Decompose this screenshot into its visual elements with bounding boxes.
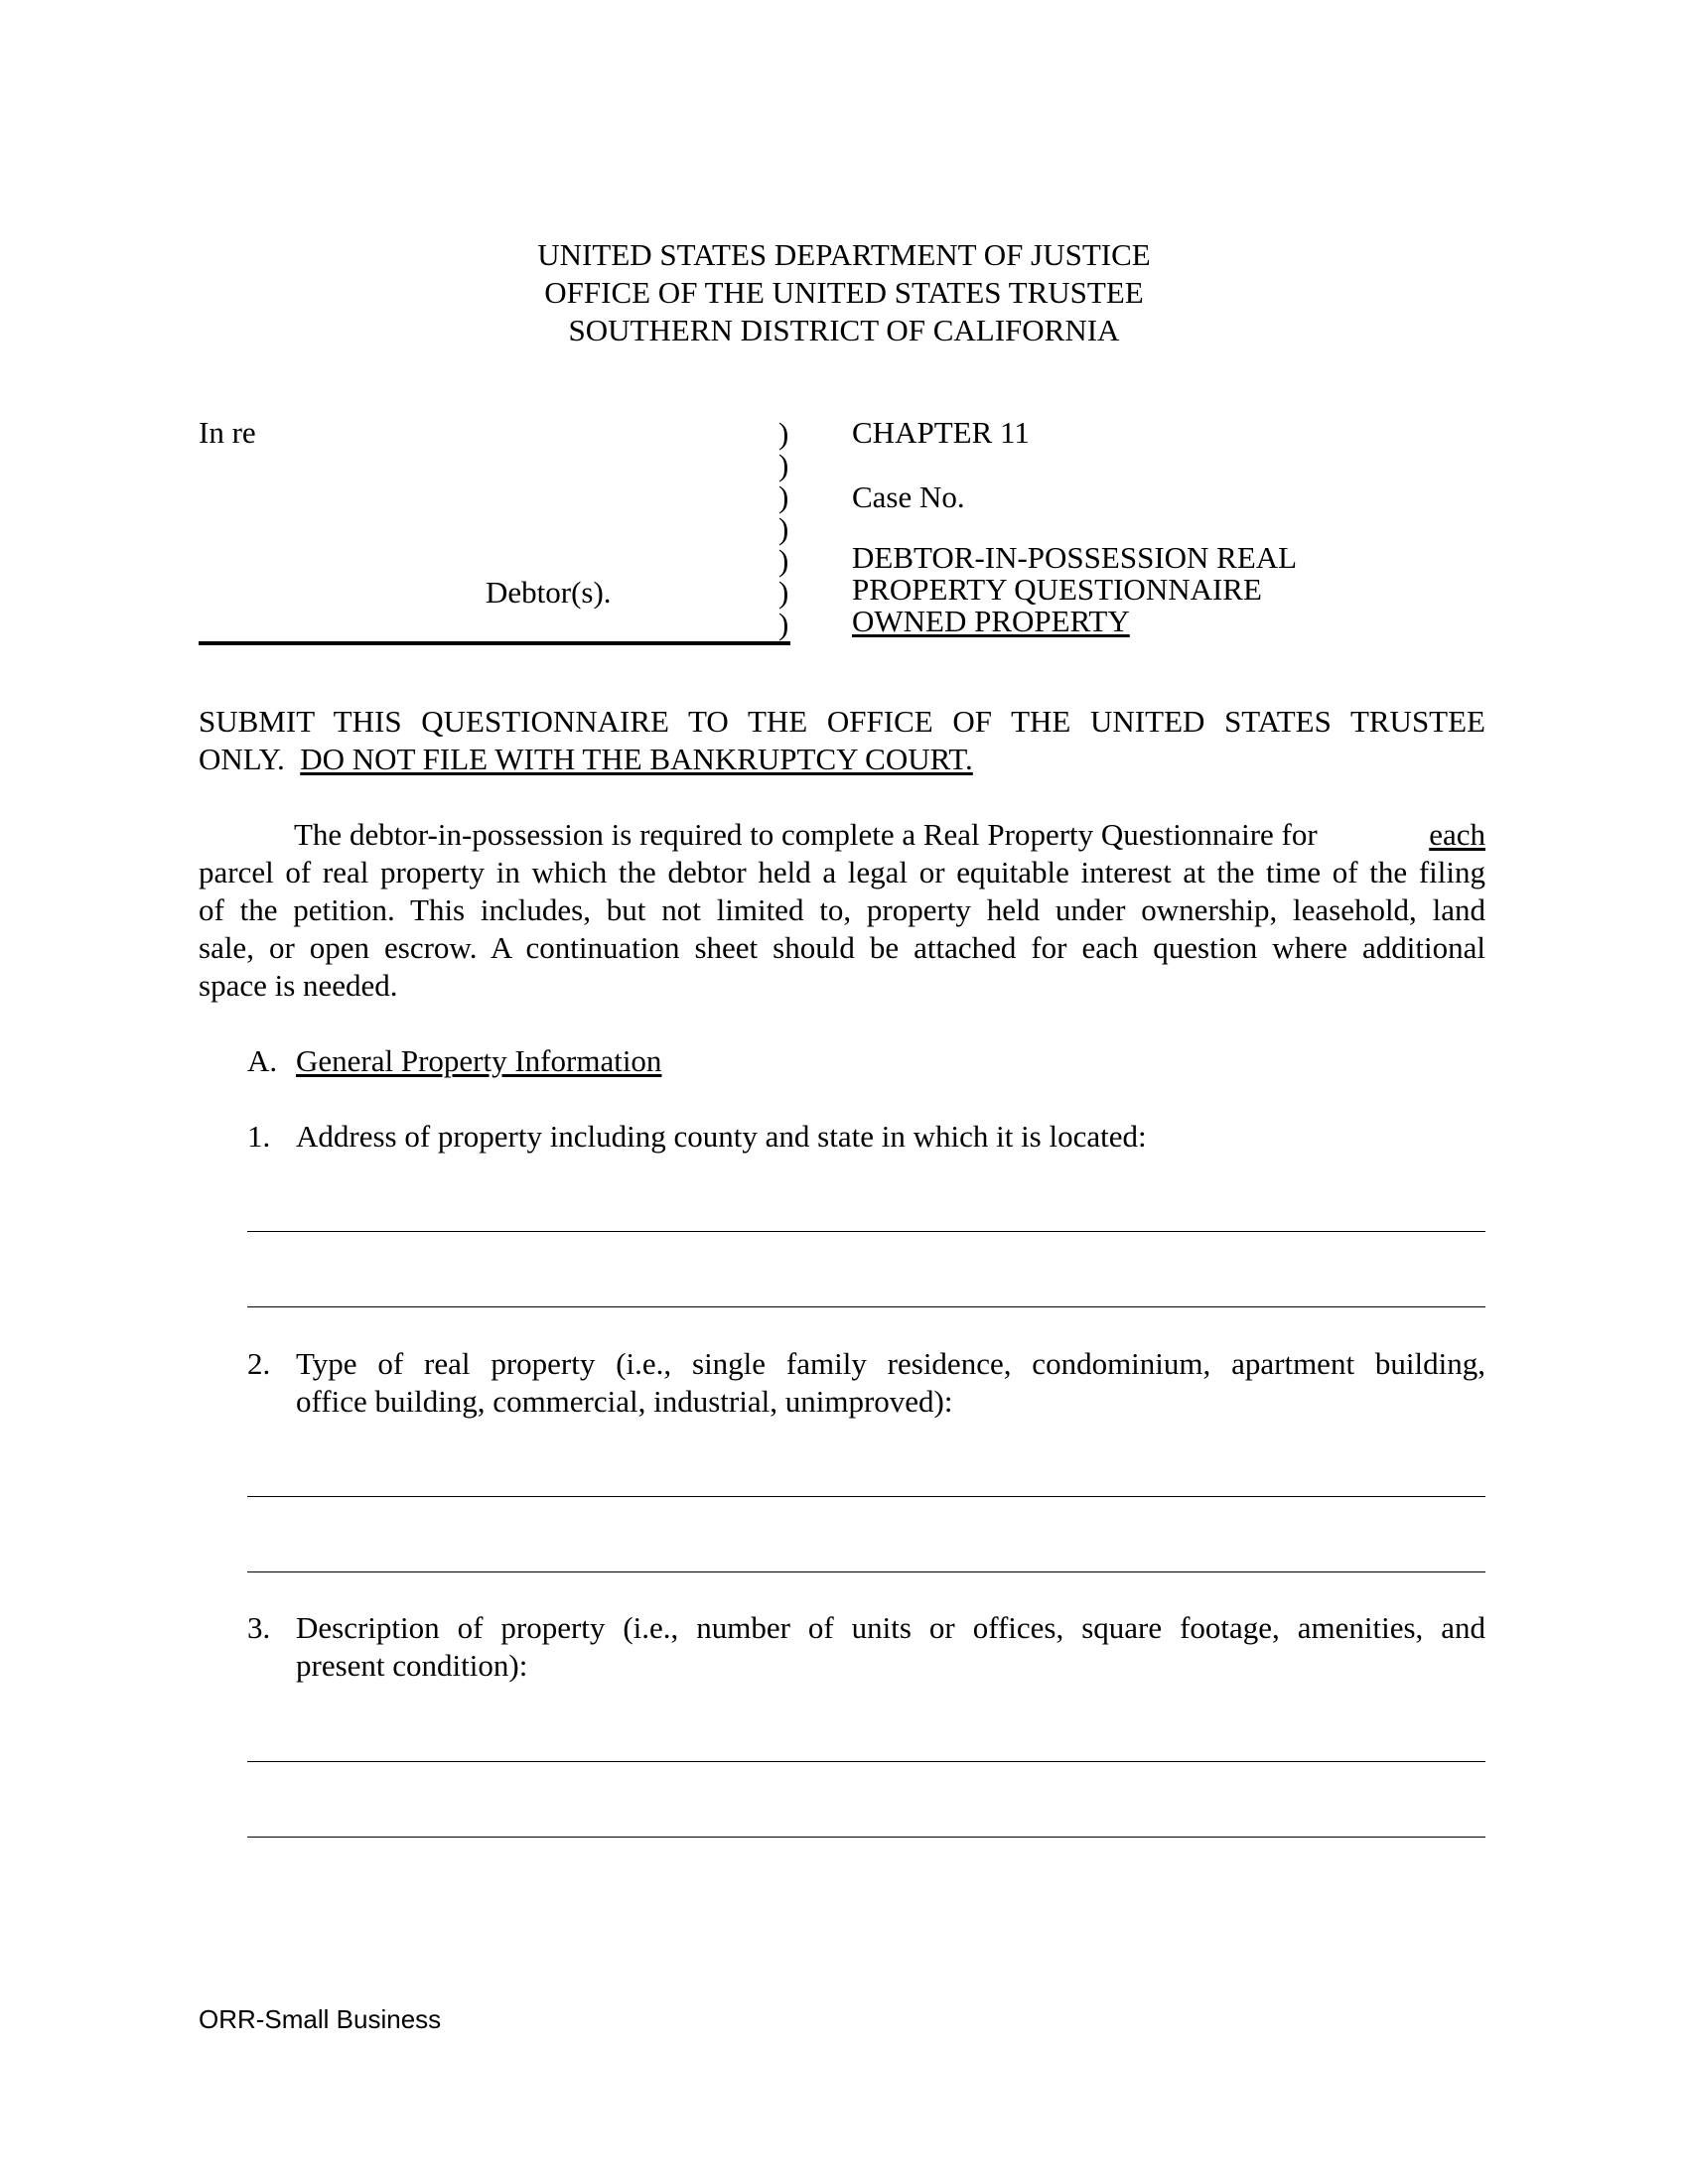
caption-paren: ) — [778, 543, 789, 578]
caption-paren: ) — [778, 416, 789, 451]
caption-paren: ) — [778, 607, 789, 641]
section-a-letter: A. — [247, 1043, 278, 1078]
section-a-title: General Property Information — [296, 1043, 662, 1078]
answer-line[interactable] — [247, 1231, 1485, 1232]
answer-line[interactable] — [247, 1571, 1485, 1572]
paragraph-line5: space is needed. — [199, 968, 398, 1003]
instruction-only: ONLY. — [199, 742, 285, 776]
caption-rule — [199, 641, 790, 645]
header-department: UNITED STATES DEPARTMENT OF JUSTICE — [537, 237, 1151, 272]
answer-line[interactable] — [247, 1761, 1485, 1762]
question-text-continued: office building, commercial, industrial, unimproved): — [296, 1384, 953, 1419]
question-number: 3. — [247, 1610, 271, 1645]
caption-paren: ) — [778, 575, 789, 610]
chapter-label: CHAPTER 11 — [852, 415, 1030, 450]
question-number: 2. — [247, 1346, 271, 1381]
header-district: SOUTHERN DISTRICT OF CALIFORNIA — [568, 313, 1120, 347]
question-number: 1. — [247, 1119, 271, 1154]
paragraph-line2: parcel of real property in which the debtor held a legal or equitable interest at the time of the filing — [199, 855, 1485, 889]
debtor-label: Debtor(s). — [486, 575, 612, 610]
footer-form-label: ORR-Small Business — [199, 2004, 442, 2034]
paragraph-line4: sale, or open escrow. A continuation sheet should be attached for each question where additional — [199, 930, 1485, 965]
in-re-label: In re — [199, 415, 256, 450]
document-title-line2: PROPERTY QUESTIONNAIRE — [852, 572, 1262, 607]
case-number-label: Case No. — [852, 479, 965, 514]
answer-line[interactable] — [247, 1496, 1485, 1497]
answer-line[interactable] — [247, 1837, 1485, 1838]
question-text: Address of property including county and state in which it is located: — [296, 1119, 1147, 1154]
paragraph-line1 — [294, 816, 1485, 854]
document-title-line3: OWNED PROPERTY — [852, 604, 1130, 638]
header-office: OFFICE OF THE UNITED STATES TRUSTEE — [544, 275, 1144, 310]
caption-paren: ) — [778, 448, 789, 482]
paragraph-line1-text: The debtor-in-possession is required to complete a Real Property Questionnaire for — [294, 817, 1318, 852]
paragraph-line3: of the petition. This includes, but not limited to, property held under ownership, leasehold, land — [199, 892, 1485, 927]
paragraph-each: each — [1429, 817, 1485, 852]
caption-paren: ) — [778, 479, 789, 514]
answer-line[interactable] — [247, 1306, 1485, 1307]
instruction-line1: SUBMIT THIS QUESTIONNAIRE TO THE OFFICE OF THE UNITED STATES TRUSTEE — [199, 704, 1485, 739]
question-text: Description of property (i.e., number of units or offices, square footage, amenities, and — [296, 1610, 1485, 1645]
instruction-line2 — [199, 741, 973, 778]
question-text: Type of real property (i.e., single family residence, condominium, apartment building, — [296, 1346, 1485, 1381]
caption-paren: ) — [778, 511, 789, 546]
instruction-do-not-file: DO NOT FILE WITH THE BANKRUPTCY COURT. — [300, 742, 973, 776]
document-title-line1: DEBTOR-IN-POSSESSION REAL — [852, 540, 1298, 575]
question-text-continued: present condition): — [296, 1648, 528, 1683]
